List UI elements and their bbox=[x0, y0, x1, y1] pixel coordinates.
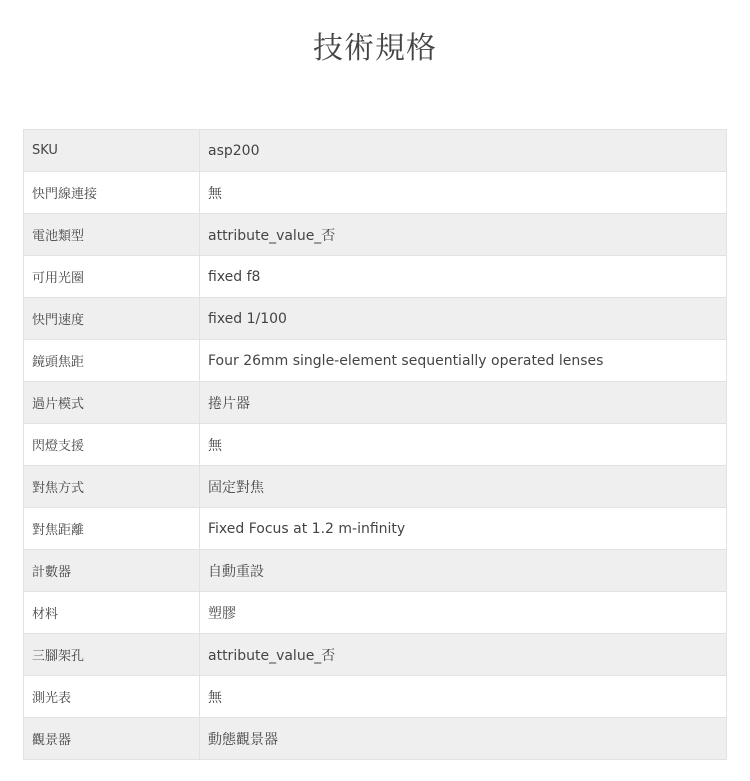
spec-value: 無 bbox=[200, 172, 727, 214]
table-row bbox=[24, 508, 727, 550]
spec-label: SKU bbox=[24, 130, 200, 172]
spec-label: 電池類型 bbox=[24, 214, 200, 256]
spec-value: fixed f8 bbox=[200, 256, 727, 298]
spec-label: 對焦距離 bbox=[24, 508, 200, 550]
table-row bbox=[24, 466, 727, 508]
spec-label: 材料 bbox=[24, 592, 200, 634]
spec-table-body bbox=[24, 130, 727, 760]
spec-label: 三腳架孔 bbox=[24, 634, 200, 676]
spec-value: fixed 1/100 bbox=[200, 298, 727, 340]
spec-value: 動態觀景器 bbox=[200, 718, 727, 760]
spec-label: 測光表 bbox=[24, 676, 200, 718]
table-row bbox=[24, 130, 727, 172]
spec-value: attribute_value_否 bbox=[200, 634, 727, 676]
table-row bbox=[24, 172, 727, 214]
spec-value: attribute_value_否 bbox=[200, 214, 727, 256]
table-row bbox=[24, 424, 727, 466]
spec-label: 快門速度 bbox=[24, 298, 200, 340]
table-row bbox=[24, 718, 727, 760]
table-row bbox=[24, 676, 727, 718]
spec-value: 捲片器 bbox=[200, 382, 727, 424]
spec-value: Fixed Focus at 1.2 m-infinity bbox=[200, 508, 727, 550]
spec-value: Four 26mm single-element sequentially operated lenses bbox=[200, 340, 727, 382]
spec-label: 對焦方式 bbox=[24, 466, 200, 508]
spec-label: 快門線連接 bbox=[24, 172, 200, 214]
spec-value: 自動重設 bbox=[200, 550, 727, 592]
spec-label: 計數器 bbox=[24, 550, 200, 592]
table-row bbox=[24, 592, 727, 634]
table-row bbox=[24, 634, 727, 676]
table-row bbox=[24, 382, 727, 424]
spec-table bbox=[23, 129, 727, 760]
spec-label: 閃燈支援 bbox=[24, 424, 200, 466]
spec-value: 固定對焦 bbox=[200, 466, 727, 508]
spec-label: 可用光圈 bbox=[24, 256, 200, 298]
spec-label: 觀景器 bbox=[24, 718, 200, 760]
spec-value: 塑膠 bbox=[200, 592, 727, 634]
spec-value: asp200 bbox=[200, 130, 727, 172]
table-row bbox=[24, 550, 727, 592]
page-title: 技術規格 bbox=[313, 31, 437, 66]
table-row bbox=[24, 340, 727, 382]
spec-value: 無 bbox=[200, 424, 727, 466]
table-row bbox=[24, 256, 727, 298]
spec-value: 無 bbox=[200, 676, 727, 718]
table-row bbox=[24, 214, 727, 256]
spec-label: 過片模式 bbox=[24, 382, 200, 424]
table-row bbox=[24, 298, 727, 340]
spec-label: 鏡頭焦距 bbox=[24, 340, 200, 382]
